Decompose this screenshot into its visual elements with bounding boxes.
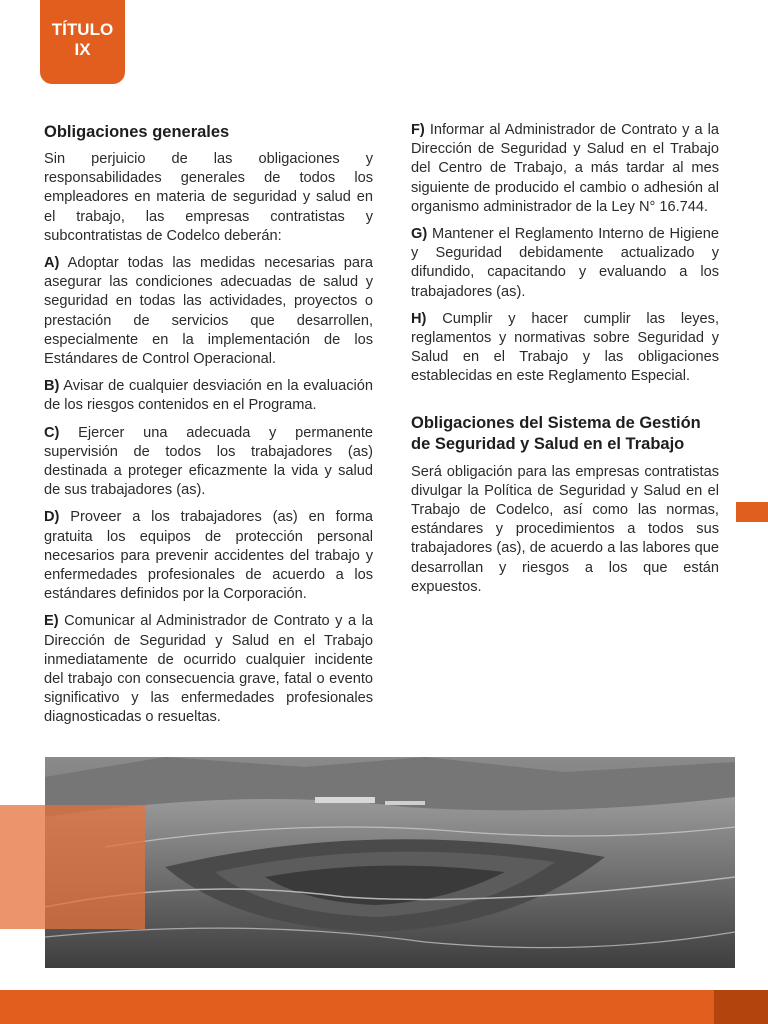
item-letter: D)	[44, 509, 60, 526]
mine-pit-illustration	[45, 757, 735, 968]
list-item	[44, 424, 373, 501]
item-text: Comunicar al Administrador de Contrato y a la Dirección de Seguridad y Salud en el Trabajo inmediatamente de ocurrido cualquier incidente del trabajo con consecuencia grave, fatal o evento significativo y las enfermedades profesionales diagnosticadas o resueltas.	[44, 613, 373, 726]
item-text: Cumplir y hacer cumplir las leyes, reglamentos y normativas sobre Seguridad y Salud en el Trabajo y las obligaciones establecidas en este Reglamento Especial.	[411, 310, 719, 385]
item-text: Adoptar todas las medidas necesarias para asegurar las condiciones adecuadas de salud y seguridad en todas las actividades, proyectos o prestación de servicios que desarrollen, especialmente en la implementación de los Estándares de Control Operacional.	[44, 255, 373, 368]
title-tab-line1: TÍTULO	[51, 20, 114, 39]
item-text: Ejercer una adecuada y permanente supervisión de todos los trabajadores (as) destinada a proteger eficazmente la vida y salud de sus trabajadores (as).	[44, 424, 373, 499]
orange-overlay-block	[0, 805, 145, 929]
footer-bar-accent	[714, 990, 768, 1024]
item-letter: G)	[411, 226, 428, 243]
title-tab	[40, 0, 125, 84]
item-text: Avisar de cualquier desviación en la evaluación de los riesgos contenidos en el Programa.	[44, 378, 373, 414]
side-marker	[736, 502, 768, 522]
heading-management-system: Obligaciones del Sistema de Gestión de Seguridad y Salud en el Trabajo	[411, 413, 701, 453]
item-letter: B)	[44, 378, 60, 395]
list-item	[411, 121, 719, 217]
list-item	[44, 254, 373, 369]
item-letter: A)	[44, 255, 60, 272]
item-letter: E)	[44, 613, 59, 630]
mine-pit-photo	[45, 757, 735, 968]
list-item	[411, 225, 719, 302]
list-item	[411, 310, 719, 387]
heading-general-obligations: Obligaciones generales	[44, 123, 230, 141]
list-item	[44, 508, 373, 604]
management-paragraph: Será obligación para las empresas contratistas divulgar la Política de Seguridad y Salud en el Trabajo de Codelco, así como las normas, estándares y procedimientos a todos sus trabajadores (as), de acuerdo a las labores que desarrollan y riesgos a los que están expuestos.	[411, 463, 719, 595]
item-letter: F)	[411, 122, 425, 138]
right-column	[411, 121, 719, 605]
list-item	[44, 377, 373, 415]
item-text: Mantener el Reglamento Interno de Higiene y Seguridad debidamente actualizado y difundido, capacitando y evaluando a los trabajadores (as).	[411, 226, 719, 300]
item-letter: H)	[411, 310, 427, 327]
intro-paragraph: Sin perjuicio de las obligaciones y responsabilidades generales de todos los empleadores en materia de seguridad y salud en el trabajo, las empresas contratistas y subcontratistas de Codelco deberán:	[44, 151, 373, 244]
item-text: Proveer a los trabajadores (as) en forma gratuita los equipos de protección personal necesarios para prevenir accidentes del trabajo y enfermedades profesionales de acuerdo a los estándares definidos por la Corporación.	[44, 509, 373, 603]
list-item	[44, 612, 373, 727]
title-tab-line2: IX	[74, 40, 91, 59]
left-column	[44, 122, 373, 736]
footer-bar	[0, 990, 768, 1024]
item-text: Informar al Administrador de Contrato y a la Dirección de Seguridad y Salud en el Trabajo del Centro de Trabajo, a más tardar al mes siguiente de producido el cambio o adhesión al organismo administrador de la Ley N° 16.744.	[411, 122, 719, 215]
item-letter: C)	[44, 424, 60, 441]
